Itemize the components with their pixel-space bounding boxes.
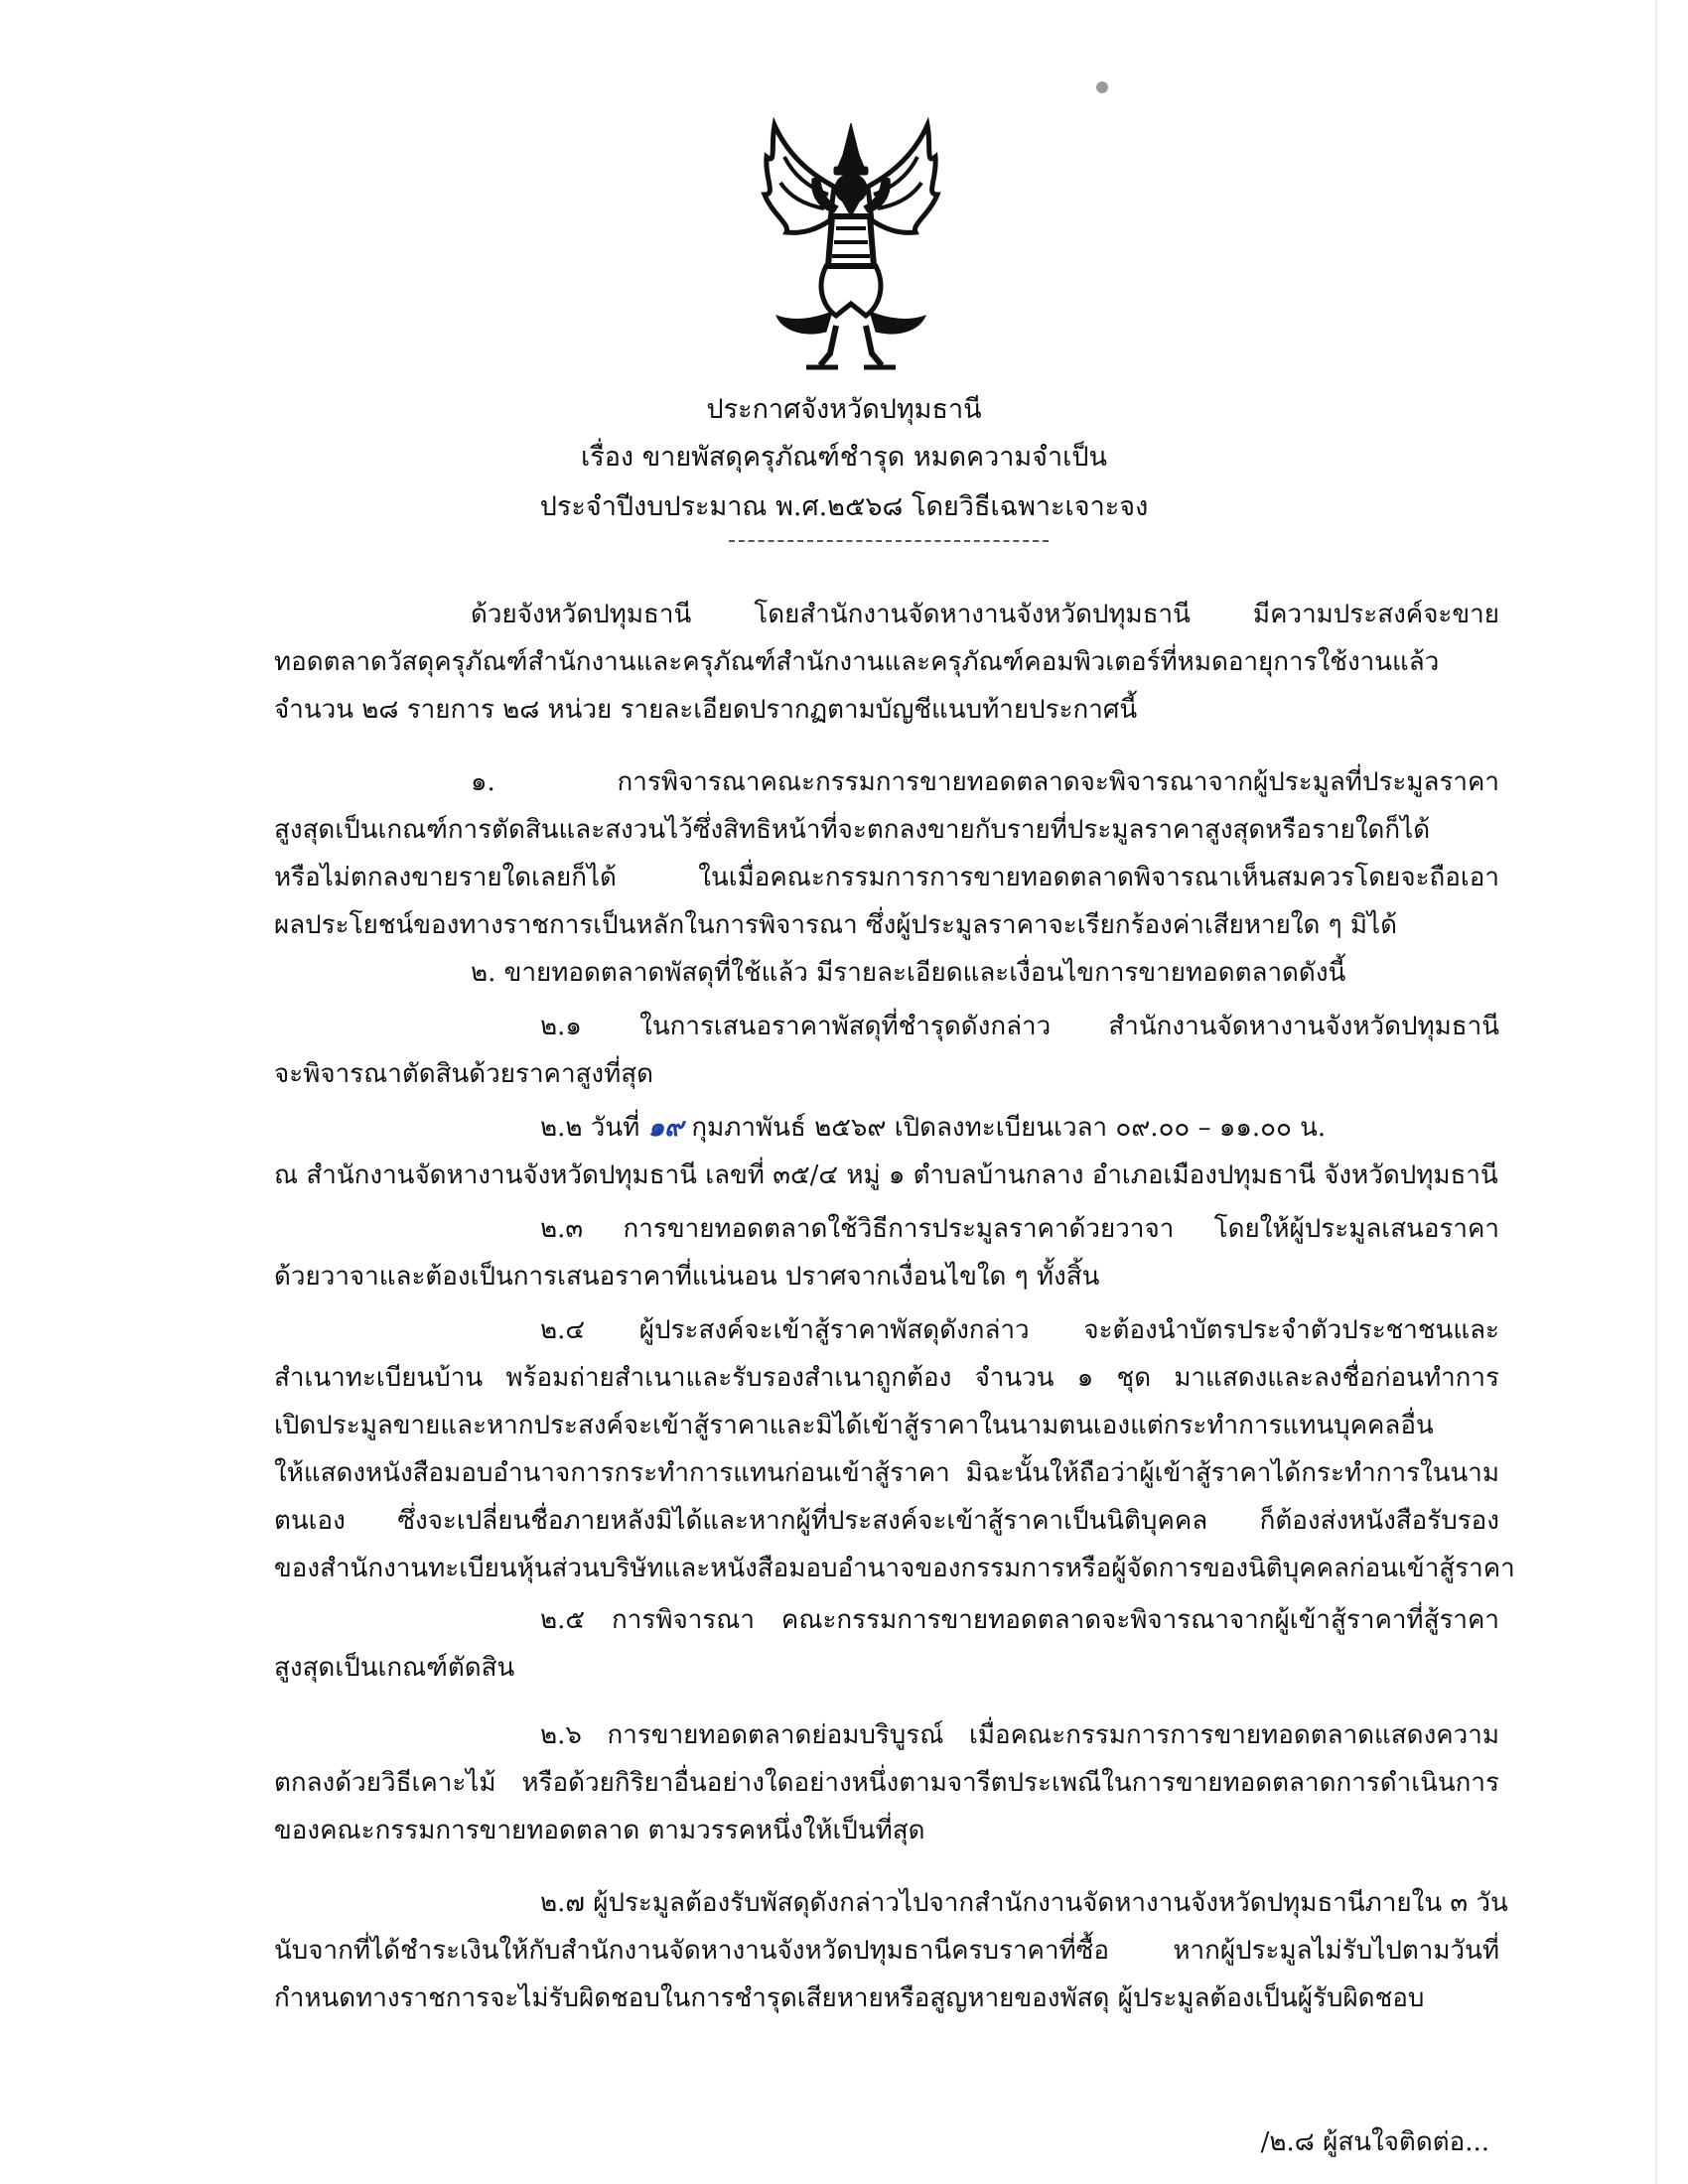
item-2-7-line-1: ๒.๗ ผู้ประมูลต้องรับพัสดุดังกล่าวไปจากสำนักงานจัดหางานจังหวัดปทุมธานีภายใน ๓ วัน (540, 1888, 1508, 1918)
garuda-emblem-icon (747, 117, 955, 373)
item-2-1-line-2: จะพิจารณาตัดสินด้วยราคาสูงที่สุด (274, 1059, 654, 1089)
title-separator (729, 540, 1049, 542)
intro-line-1: ด้วยจังหวัดปทุมธานี โดยสำนักงานจัดหางานจังหวัดปทุมธานี มีความประสงค์จะขาย (471, 600, 1499, 629)
intro-line-2: ทอดตลาดวัสดุครุภัณฑ์สำนักงานและครุภัณฑ์สำนักงานและครุภัณฑ์คอมพิวเตอร์ที่หมดอายุการใช้งานแล้ว (274, 647, 1440, 677)
item-2-2-line-1 (540, 1109, 1499, 1147)
item-2-6-line-2: ตกลงด้วยวิธีเคาะไม้ หรือด้วยกิริยาอื่นอย่างใดอย่างหนึ่งตามจารีตประเพณีในการขายทอดตลาดการดำเนินการ (274, 1768, 1499, 1798)
item-2-3-line-2: ด้วยวาจาและต้องเป็นการเสนอราคาที่แน่นอน ปราศจากเงื่อนไขใด ๆ ทั้งสิ้น (274, 1262, 1100, 1292)
item-2-6-line-3: ของคณะกรรมการขายทอดตลาด ตามวรรคหนึ่งให้เป็นที่สุด (274, 1816, 925, 1845)
scan-crease (1655, 0, 1657, 2184)
item-2-heading: ๒. ขายทอดตลาดพัสดุที่ใช้แล้ว มีรายละเอียดและเงื่อนไขการขายทอดตลาดดังนี้ (471, 958, 1346, 988)
item-2-4-line-6: ของสำนักงานทะเบียนหุ้นส่วนบริษัทและหนังสือมอบอำนาจของกรรมการหรือผู้จัดการของนิติบุคคลก่อนเข้าสู้ราคา (274, 1554, 1515, 1583)
document-subject: เรื่อง ขายพัสดุครุภัณฑ์ชำรุด หมดความจำเป็น (580, 442, 1107, 473)
item-2-4-line-5: ตนเอง ซึ่งจะเปลี่ยนชื่อภายหลังมิได้และหากผู้ที่ประสงค์จะเข้าสู้ราคาเป็นนิติบุคคล ก็ต้องส่งหนังสือรับรอง (274, 1506, 1499, 1536)
item-2-2-line-2: ณ สำนักงานจัดหางานจังหวัดปทุมธานี เลขที่ ๓๕/๔ หมู่ ๑ ตำบลบ้านกลาง อำเภอเมืองปทุมธานี จังหวัดปทุมธานี (274, 1160, 1498, 1190)
item-1-line-4: ผลประโยชน์ของทางราชการเป็นหลักในการพิจารณา ซึ่งผู้ประมูลราคาจะเรียกร้องค่าเสียหายใด ๆ มิได้ (274, 910, 1397, 940)
item-2-2-prefix: ๒.๒ วันที่ (540, 1113, 648, 1143)
item-2-6-line-1: ๒.๖ การขายทอดตลาดย่อมบริบูรณ์ เมื่อคณะกรรมการการขายทอดตลาดแสดงความ (540, 1720, 1499, 1750)
item-2-7-line-2: นับจากที่ได้ชำระเงินให้กับสำนักงานจัดหางานจังหวัดปทุมธานีครบราคาที่ซื้อ หากผู้ประมูลไม่รับไปตามวันที่ (274, 1936, 1499, 1966)
item-1-line-2: สูงสุดเป็นเกณฑ์การตัดสินและสงวนไว้ซึ่งสิทธิหน้าที่จะตกลงขายกับรายที่ประมูลราคาสูงสุดหรือรายใดก็ได้ (274, 815, 1431, 845)
item-2-4-line-1: ๒.๔ ผู้ประสงค์จะเข้าสู้ราคาพัสดุดังกล่าว จะต้องนำบัตรประจำตัวประชาชนและ (540, 1315, 1499, 1345)
item-2-4-line-3: เปิดประมูลขายและหากประสงค์จะเข้าสู้ราคาและมิได้เข้าสู้ราคาในนามตนเองแต่กระทำการแทนบุคคลอื่น (274, 1411, 1434, 1440)
item-2-4-line-4: ให้แสดงหนังสือมอบอำนาจการกระทำการแทนก่อนเข้าสู้ราคา มิฉะนั้นให้ถือว่าผู้เข้าสู้ราคาได้กระทำการในนาม (274, 1458, 1499, 1488)
document-fiscal-year: ประจำปีงบประมาณ พ.ศ.๒๕๖๘ โดยวิธีเฉพาะเจาะจง (539, 491, 1149, 522)
item-2-7-line-3: กำหนดทางราชการจะไม่รับผิดชอบในการชำรุดเสียหายหรือสูญหายของพัสดุ ผู้ประมูลต้องเป็นผู้รับผิดชอบ (274, 1983, 1425, 2013)
item-2-2-suffix: กุมภาพันธ์ ๒๕๖๙ เปิดลงทะเบียนเวลา ๐๙.๐๐ – ๑๑.๐๐ น. (683, 1113, 1327, 1143)
intro-line-3: จำนวน ๒๘ รายการ ๒๘ หน่วย รายละเอียดปรากฏตามบัญชีแนบท้ายประกาศนี้ (274, 695, 1138, 725)
scan-speck (1096, 81, 1108, 93)
item-2-3-line-1: ๒.๓ การขายทอดตลาดใช้วิธีการประมูลราคาด้วยวาจา โดยให้ผู้ประมูลเสนอราคา (540, 1214, 1499, 1244)
continuation-note: /๒.๘ ผู้สนใจติดต่อ... (1260, 2127, 1489, 2157)
item-2-5-line-1: ๒.๕ การพิจารณา คณะกรรมการขายทอดตลาดจะพิจารณาจากผู้เข้าสู้ราคาที่สู้ราคา (540, 1605, 1499, 1635)
item-2-4-line-2: สำเนาทะเบียนบ้าน พร้อมถ่ายสำเนาและรับรองสำเนาถูกต้อง จำนวน ๑ ชุด มาแสดงและลงชื่อก่อนทำการ (274, 1363, 1499, 1393)
item-1-line-1: ๑. การพิจารณาคณะกรรมการขายทอดตลาดจะพิจารณาจากผู้ประมูลที่ประมูลราคา (471, 767, 1499, 797)
item-1-line-3: หรือไม่ตกลงขายรายใดเลยก็ได้ ในเมื่อคณะกรรมการการขายทอดตลาดพิจารณาเห็นสมควรโดยจะถือเอา (274, 863, 1499, 892)
item-2-1-line-1: ๒.๑ ในการเสนอราคาพัสดุที่ชำรุดดังกล่าว สำนักงานจัดหางานจังหวัดปทุมธานี (540, 1012, 1499, 1041)
handwritten-day: ๑๙ (647, 1113, 684, 1143)
item-2-5-line-2: สูงสุดเป็นเกณฑ์ตัดสิน (274, 1653, 515, 1683)
document-title: ประกาศจังหวัดปทุมธานี (706, 394, 982, 425)
